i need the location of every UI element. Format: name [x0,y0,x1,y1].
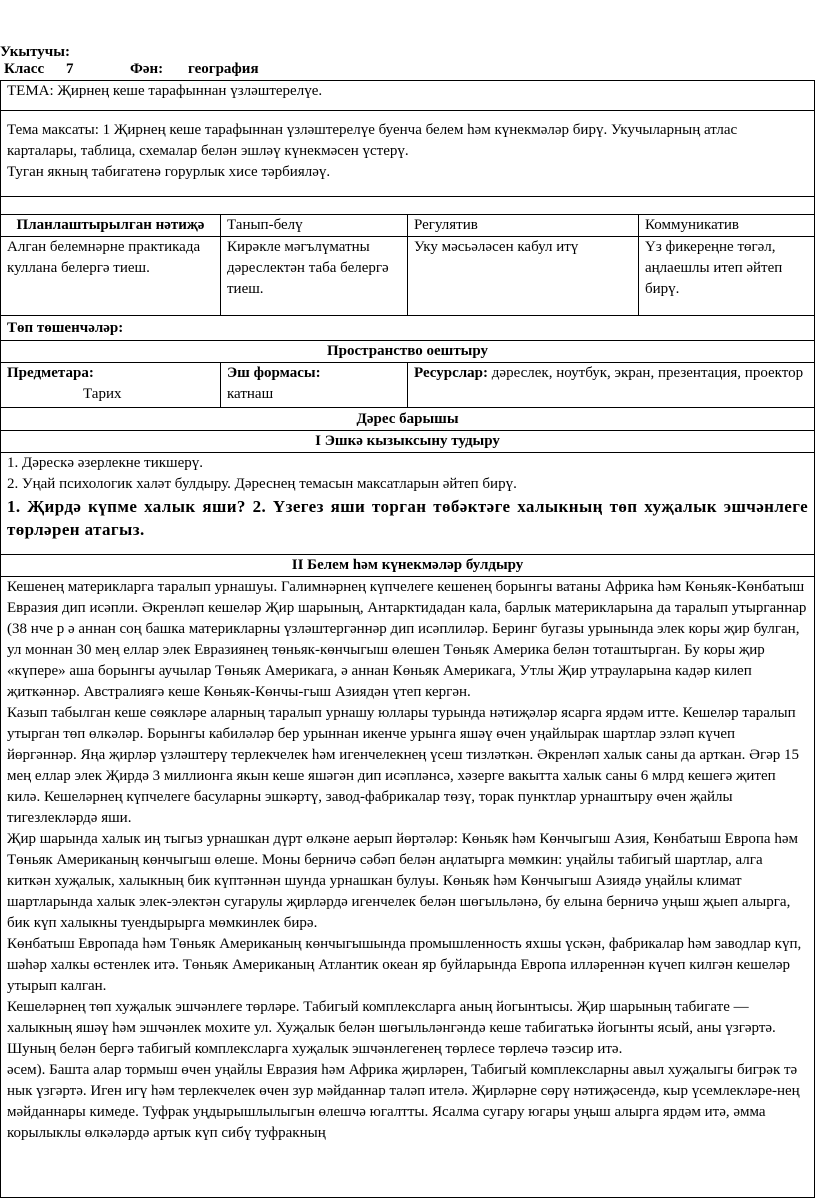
result-communicative: Үз фикереңне төгәл, аңлаешлы итеп әйтеп бирү. [639,237,815,316]
resources-cell [408,363,815,408]
work-forms-cell [221,363,408,408]
stage2-paragraph: Кешеләрнең төп хуҗалык эшчәнлеге төрләре. Табигый комплексларга аның йогынтысы. Җир шарының табигате — халыкның яшәү һәм эшчәнлек мохите ул. Хуҗалык белән шөгыльләнгәндә кеше табигатькә йогынты ясый, аны үзгәртә. Шуның белән бергә табигый комплексларга хуҗалык эшчәнлегенең төрлесе төрлечә тәэсир итә. [7,999,776,1057]
resources-value: дәреслек, ноутбук, экран, презентация, проектор [491,365,804,381]
space-title-row [1,341,815,363]
results-header-communicative: Коммуникатив [639,215,815,237]
result-planned: Алган белемнәрне практикада куллана белергә тиеш. [1,237,221,316]
stage1-title-row [1,431,815,453]
stage2-title-row [1,555,815,577]
work-forms-value: катнаш [227,386,274,402]
teacher-label: Укытучы: [0,44,70,60]
lesson-plan-table [0,80,815,1198]
stage2-title: II Белем һәм күнекмәләр булдыру [1,555,815,577]
stage2-paragraph: Кешенең материкларга таралып урнашуы. Галимнәрнең күпчелеге кешенең борынгы ватаны Африка һәм Көньяк-Көнбатыш Евразия дип исәпли. Әкренләп кешеләр Җир шарының, Антарктидадан кала, барлык материкларына да таралып утырганнар (38 нче р ә аннан соң башка материкларны үзләштергәннәр дип исәплиләр. Беринг бугазы урынында элек коры җир булган, ул моннан 30 мең еллар элек Евразиянең төньяк-көнчыгыш өлешен Төньяк Америка белән тоташтырган. Бу коры җир «күпере» аша борынгы аучылар Төньяк Америкага, ә аннан Көньяк Америкага, Утлы Җир утрауларына кадәр килеп җиткәннәр. Австралиягә кеше Көньяк-Көнчы-гыш Азиядән үтеп кергән. [7,579,807,700]
stage2-row [1,577,815,1198]
stage1-item: 2. Уңай психологик халәт булдыру. Дәреснең темасын максатларын әйтеп бирү. [7,476,517,492]
class-subject-line [4,61,259,78]
subject-label: Фән: [130,61,164,77]
work-forms-label: Эш формасы: [227,365,321,381]
subject-value: география [188,61,259,77]
stage2-paragraph: Көнбатыш Европада һәм Төньяк Американың көнчыгышында промышленность яхшы үскән, фабрикалар һәм заводлар күп, шәһәр халкы өстенлек итә. Төньяк Американың Атлантик океан яр буйларында Европа илләреннән күчеп килгән кешеләр утырып калган. [7,936,802,994]
subjects-value: Тарих [83,386,122,402]
stage1-content [1,453,815,555]
results-header-cognitive: Танып-белү [221,215,408,237]
theme-row [1,81,815,111]
lesson-title-row [1,408,815,431]
result-cognitive: Кирәкле мәгълүматны дәреслектән таба белергә тиеш. [221,237,408,316]
stage2-paragraph: әсем). Башта алар тормыш өчен уңайлы Евразия һәм Африка җирләрен, Табигый комплексларны авыл хуҗалыгы бигрәк тә нык үзгәртә. Иген игү һәм терлекчелек өчен зур мәйданнар таләп ителә. Җирләрне сөрү нәтиҗәсендә, кыр үсемлекләре-нең мәйданнары кимеде. Туфрак уңдырышлылыгын өлешчә югалтты. Ясалма сугару югары уңыш алырга ярдәм итә, әмма корылыклы өлкәләрдә артык күп сибү туфракның [7,1062,800,1141]
results-row [1,237,815,316]
goal-item: Туган якның табигатенә горурлык хисе тәрбияләү. [7,164,331,180]
key-concepts-row [1,316,815,341]
lesson-goals [1,111,815,197]
resources-label: Ресурслар: [414,365,489,381]
stage1-task: 1. Җирдә күпме халык яши? 2. Үзегез яши торган төбәктәге халыкның төп хуҗалык эшчәнлеге төрләрен атагыз. [7,497,809,539]
result-regulatory: Уку мәсьәләсен кабул итү [408,237,639,316]
space-row [1,363,815,408]
empty-row [1,197,815,215]
stage1-title: I Эшкә кызыксыну тудыру [1,431,815,453]
results-header-planned: Планлаштырылган нәтиҗә [1,215,221,237]
key-concepts-label: Төп төшенчәләр: [1,316,815,341]
goals-row [1,111,815,197]
lesson-title: Дәрес барышы [1,408,815,431]
results-header-row [1,215,815,237]
class-value: 7 [66,61,74,77]
subjects-cell [1,363,221,408]
stage2-paragraph: Казып табылган кеше сөякләре аларның таралып урнашу юллары турында нәтиҗәләр ясарга ярдәм итте. Кешеләр таралып утырган төп өлкәләр. Борынгы кабиләләр бер урыннан икенче урынга яшәү өчен уңайлырак шартлар эзләп күчеп йөргәннәр. Яңа җирләр үзләштерү терлекчелек һәм игенчелекнең үсеш тизләткән. Әкренләп халык саны да арткан. Әгәр 15 мең еллар элек Җирдә 3 миллионга якын кеше яшәгән дип исәпләнсә, хәзерге вакытта халык саны 6 млрд кешегә җитеп килә. Кешеләрнең күпчелеге басуларны эшкәртү, завод-фабрикалар төзү, торак пунктлар урнаштыру өчен җайлы тигезлекләрдә яши. [7,705,800,826]
class-label: Класс [4,61,45,77]
lesson-theme: ТЕМА: Җирнең кеше тарафыннан үзләштерелүе. [1,81,815,111]
stage1-item: 1. Дәрескә әзерлекне тикшерү. [7,455,204,471]
subjects-label: Предметара: [7,365,94,381]
stage1-row [1,453,815,555]
stage2-content [1,577,815,1198]
stage2-paragraph: Җир шарында халык иң тыгыз урнашкан дүрт өлкәне аерып йөртәләр: Көньяк һәм Көнчыгыш Азия, Көнбатыш Европа һәм Төньяк Американың көнчыгыш өлеше. Моны берничә сәбәп белән аңлатырга мөмкин: уңайлы табигый шартлар, алга киткән хуҗалык, халыкның бик күптәннән шунда урнашкан булуы. Көньяк һәм Көнчыгыш Азиядә уңайлы климат шартларында халык элек-электән сугарулы җирләрдә игенчелек белән шөгыльләнә, бу елына берничә уңыш җыеп алырга, бик күп халыкны туендырырга мөмкинлек бирә. [7,831,798,931]
goal-item: Тема максаты: 1 Җирнең кеше тарафыннан үзләштерелүе буенча белем һәм күнекмәләр бирү. Укучыларның атлас карталары, таблица, схемалар белән эшләү күнекмәсен үстерү. [7,122,738,159]
results-header-regulatory: Регулятив [408,215,639,237]
space-title: Пространство оештыру [1,341,815,363]
